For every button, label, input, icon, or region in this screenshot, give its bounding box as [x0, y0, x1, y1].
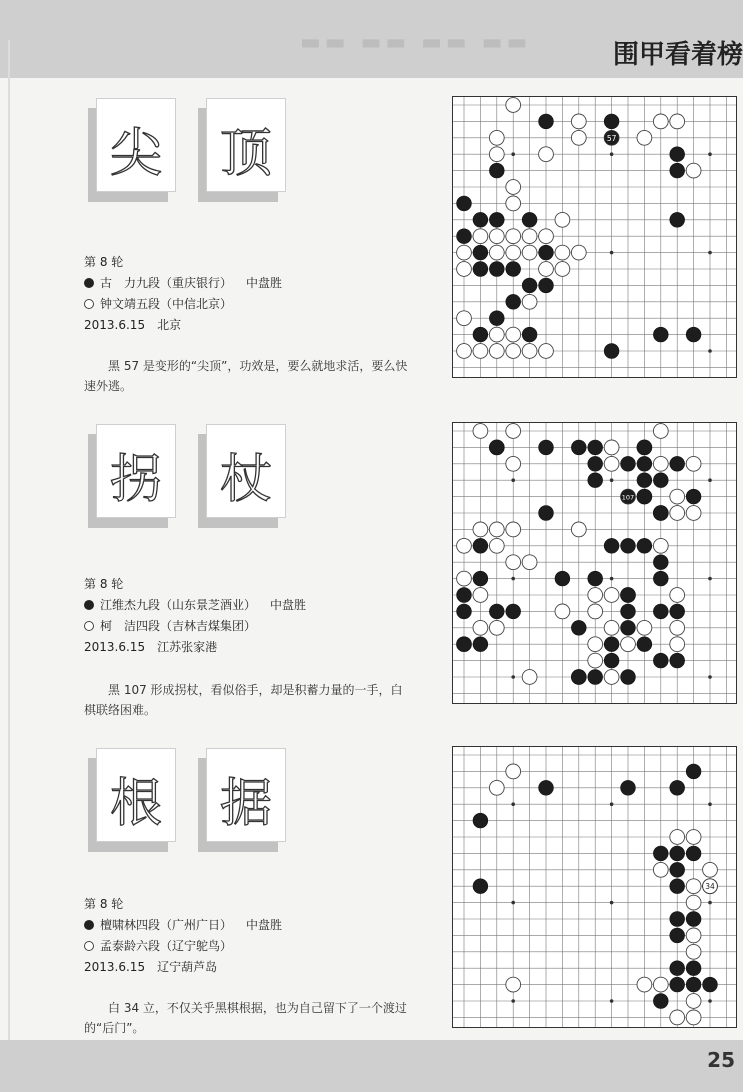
black-stone	[489, 440, 504, 455]
white-stone	[489, 245, 504, 260]
star-point	[708, 577, 712, 581]
white-stone	[506, 424, 521, 439]
white-stone	[539, 262, 554, 277]
black-player: 古 力九段（重庆银行）	[100, 276, 233, 290]
black-stone	[686, 977, 701, 992]
black-stone	[571, 670, 586, 685]
tile-char: 拐	[96, 424, 176, 518]
go-board-1	[452, 96, 737, 378]
black-stone	[653, 473, 668, 488]
black-result: 中盘胜	[246, 276, 283, 290]
black-stone	[588, 456, 603, 471]
white-stone	[506, 977, 521, 992]
black-stone	[604, 637, 619, 652]
star-point	[708, 675, 712, 679]
comment-1: 黑 57 是变形的“尖顶”，功效是，要么就地求活，要么快速外逃。	[84, 359, 408, 393]
black-stone	[457, 196, 472, 211]
black-stone	[621, 780, 636, 795]
white-stone	[604, 620, 619, 635]
black-stone	[686, 961, 701, 976]
white-stone-icon	[84, 299, 94, 309]
white-stone	[506, 229, 521, 244]
black-stone	[588, 473, 603, 488]
move-number-label: 57	[606, 133, 617, 143]
white-stone	[506, 555, 521, 570]
black-stone	[686, 764, 701, 779]
go-board-3	[452, 746, 737, 1028]
tile-char: 顶	[206, 98, 286, 192]
black-player-line	[84, 273, 282, 294]
black-stone	[637, 637, 652, 652]
black-stone	[604, 344, 619, 359]
round-label: 第 8 轮	[84, 577, 124, 591]
white-stone	[473, 344, 488, 359]
white-stone	[457, 245, 472, 260]
white-stone	[653, 114, 668, 129]
white-stone-icon	[84, 621, 94, 631]
black-stone	[539, 780, 554, 795]
white-stone	[686, 163, 701, 178]
white-stone	[539, 147, 554, 162]
tile-char: 根	[96, 748, 176, 842]
move-number-label: 107	[621, 493, 635, 502]
white-stone	[522, 344, 537, 359]
white-stone	[506, 522, 521, 537]
star-point	[708, 901, 712, 905]
move-number-label: 34	[705, 882, 715, 892]
white-stone-icon	[84, 941, 94, 951]
star-point	[708, 349, 712, 353]
white-stone	[489, 147, 504, 162]
white-stone	[506, 344, 521, 359]
black-stone	[473, 327, 488, 342]
white-stone	[686, 830, 701, 845]
white-stone	[539, 344, 554, 359]
white-stone	[555, 262, 570, 277]
white-stone	[686, 879, 701, 894]
date-place: 2013.6.15 北京	[84, 318, 182, 332]
star-point	[610, 802, 614, 806]
game-info-3	[84, 894, 282, 978]
star-point	[511, 152, 515, 156]
white-stone	[604, 588, 619, 603]
white-player-line	[84, 936, 282, 957]
game-info-1	[84, 252, 282, 336]
go-board-2	[452, 422, 737, 704]
white-stone	[489, 130, 504, 145]
black-stone	[489, 212, 504, 227]
date-place: 2013.6.15 辽宁葫芦岛	[84, 960, 218, 974]
star-point	[610, 901, 614, 905]
white-stone	[653, 424, 668, 439]
black-player: 江维杰九段（山东景芝酒业）	[100, 598, 257, 612]
round-label: 第 8 轮	[84, 255, 124, 269]
white-stone	[637, 620, 652, 635]
black-player-line	[84, 915, 282, 936]
white-player: 孟泰龄六段（辽宁鸵鸟）	[100, 939, 233, 953]
star-point	[708, 251, 712, 255]
black-stone	[653, 571, 668, 586]
black-stone	[686, 489, 701, 504]
black-stone	[670, 879, 685, 894]
comment-3: 白 34 立，不仅关乎黑棋根据，也为自己留下了一个渡过的“后门”。	[84, 1001, 407, 1035]
comment-2: 黑 107 形成拐杖，看似俗手，却是积蓄力量的一手，白棋联络困难。	[84, 683, 403, 717]
black-stone	[571, 440, 586, 455]
white-stone	[653, 862, 668, 877]
black-stone	[670, 456, 685, 471]
star-point	[610, 577, 614, 581]
white-stone	[457, 344, 472, 359]
star-point	[708, 999, 712, 1003]
black-stone	[506, 604, 521, 619]
star-point	[511, 999, 515, 1003]
black-stone	[686, 846, 701, 861]
white-stone	[457, 571, 472, 586]
black-stone	[539, 506, 554, 521]
white-player-line	[84, 616, 306, 637]
black-stone	[621, 670, 636, 685]
white-stone	[506, 764, 521, 779]
white-stone	[604, 440, 619, 455]
star-point	[708, 478, 712, 482]
black-stone	[670, 846, 685, 861]
black-stone	[621, 538, 636, 553]
black-stone	[670, 212, 685, 227]
star-point	[610, 152, 614, 156]
black-stone	[539, 114, 554, 129]
white-stone	[670, 114, 685, 129]
star-point	[610, 251, 614, 255]
star-point	[511, 577, 515, 581]
game-info-2	[84, 574, 306, 658]
black-stone	[489, 311, 504, 326]
white-stone	[637, 977, 652, 992]
white-stone	[670, 830, 685, 845]
black-stone	[686, 327, 701, 342]
black-stone	[604, 114, 619, 129]
white-stone	[473, 424, 488, 439]
star-point	[511, 675, 515, 679]
black-stone	[637, 456, 652, 471]
white-stone	[489, 327, 504, 342]
white-player: 柯 洁四段（吉林吉煤集团）	[100, 619, 257, 633]
black-stone	[489, 604, 504, 619]
white-stone	[473, 620, 488, 635]
black-stone	[653, 327, 668, 342]
white-player-line	[84, 294, 282, 315]
black-stone-icon	[84, 920, 94, 930]
black-player-line	[84, 595, 306, 616]
black-stone	[588, 670, 603, 685]
white-stone	[555, 245, 570, 260]
black-stone	[703, 977, 718, 992]
black-stone	[473, 245, 488, 260]
black-stone	[539, 245, 554, 260]
white-stone	[489, 780, 504, 795]
white-stone	[686, 1010, 701, 1025]
tile-char: 尖	[96, 98, 176, 192]
star-point	[511, 901, 515, 905]
star-point	[708, 802, 712, 806]
white-stone	[489, 538, 504, 553]
white-stone	[686, 895, 701, 910]
black-stone	[670, 147, 685, 162]
white-stone	[522, 245, 537, 260]
black-stone	[653, 994, 668, 1009]
black-stone	[670, 780, 685, 795]
black-stone	[621, 604, 636, 619]
page-title: 围甲看着榜	[612, 40, 743, 70]
white-stone	[588, 637, 603, 652]
white-stone	[506, 456, 521, 471]
white-stone	[506, 327, 521, 342]
white-stone	[588, 588, 603, 603]
black-stone	[489, 262, 504, 277]
black-stone	[670, 653, 685, 668]
black-stone	[506, 294, 521, 309]
black-stone	[473, 637, 488, 652]
white-stone	[621, 637, 636, 652]
black-stone	[670, 862, 685, 877]
white-stone	[489, 620, 504, 635]
white-stone	[571, 245, 586, 260]
white-stone	[670, 637, 685, 652]
black-stone	[473, 262, 488, 277]
white-stone	[670, 506, 685, 521]
black-stone	[522, 278, 537, 293]
white-stone	[522, 294, 537, 309]
black-stone	[604, 538, 619, 553]
white-stone	[539, 229, 554, 244]
white-stone	[670, 620, 685, 635]
white-stone	[473, 229, 488, 244]
white-stone	[653, 456, 668, 471]
black-stone	[489, 163, 504, 178]
black-stone	[473, 212, 488, 227]
black-stone-icon	[84, 600, 94, 610]
white-player: 钟文靖五段（中信北京）	[100, 297, 233, 311]
white-stone	[686, 456, 701, 471]
white-stone	[686, 506, 701, 521]
black-stone	[539, 278, 554, 293]
black-stone	[588, 571, 603, 586]
white-stone	[506, 196, 521, 211]
star-point	[610, 999, 614, 1003]
white-stone	[571, 130, 586, 145]
white-stone	[670, 588, 685, 603]
black-stone	[637, 473, 652, 488]
black-stone	[670, 163, 685, 178]
black-stone	[637, 538, 652, 553]
black-stone	[653, 506, 668, 521]
black-stone	[473, 813, 488, 828]
black-stone-icon	[84, 278, 94, 288]
star-point	[511, 802, 515, 806]
header-watermark: ▬▬ ▬▬ ▬▬ ▬▬	[300, 30, 532, 55]
white-stone	[522, 670, 537, 685]
black-stone	[686, 912, 701, 927]
white-stone	[703, 862, 718, 877]
white-stone	[457, 538, 472, 553]
black-stone	[670, 977, 685, 992]
white-stone	[506, 245, 521, 260]
white-stone	[473, 522, 488, 537]
star-point	[511, 478, 515, 482]
black-stone	[604, 653, 619, 668]
white-stone	[670, 489, 685, 504]
black-stone	[506, 262, 521, 277]
black-result: 中盘胜	[270, 598, 307, 612]
black-stone	[457, 637, 472, 652]
tile-char: 杖	[206, 424, 286, 518]
black-stone	[653, 846, 668, 861]
black-stone	[539, 440, 554, 455]
white-stone	[506, 180, 521, 195]
date-place: 2013.6.15 江苏张家港	[84, 640, 218, 654]
black-stone	[621, 456, 636, 471]
white-stone	[555, 212, 570, 227]
page-number: 25	[707, 1048, 735, 1072]
binding-edge	[8, 40, 10, 1040]
black-result: 中盘胜	[246, 918, 283, 932]
white-stone	[489, 344, 504, 359]
black-stone	[653, 653, 668, 668]
white-stone	[571, 522, 586, 537]
white-stone	[489, 522, 504, 537]
white-stone	[653, 977, 668, 992]
black-stone	[653, 604, 668, 619]
white-stone	[473, 588, 488, 603]
black-stone	[670, 912, 685, 927]
white-stone	[522, 555, 537, 570]
white-stone	[604, 456, 619, 471]
white-stone	[686, 928, 701, 943]
black-stone	[571, 620, 586, 635]
white-stone	[489, 229, 504, 244]
white-stone	[604, 670, 619, 685]
black-stone	[621, 620, 636, 635]
black-stone	[621, 588, 636, 603]
white-stone	[588, 604, 603, 619]
black-stone	[522, 327, 537, 342]
footer-band	[0, 1040, 743, 1092]
tile-char: 据	[206, 748, 286, 842]
black-stone	[473, 571, 488, 586]
white-stone	[637, 130, 652, 145]
white-stone	[457, 262, 472, 277]
black-stone	[522, 212, 537, 227]
black-stone	[670, 604, 685, 619]
white-stone	[457, 311, 472, 326]
black-stone	[457, 588, 472, 603]
white-stone	[670, 1010, 685, 1025]
black-stone	[637, 440, 652, 455]
white-stone	[653, 538, 668, 553]
black-stone	[670, 928, 685, 943]
round-label: 第 8 轮	[84, 897, 124, 911]
white-stone	[522, 229, 537, 244]
white-stone	[686, 994, 701, 1009]
black-stone	[457, 604, 472, 619]
black-stone	[588, 440, 603, 455]
black-stone	[637, 489, 652, 504]
white-stone	[588, 653, 603, 668]
white-stone	[506, 98, 521, 113]
star-point	[708, 152, 712, 156]
black-stone	[555, 571, 570, 586]
black-stone	[670, 961, 685, 976]
black-stone	[473, 538, 488, 553]
black-stone	[653, 555, 668, 570]
white-stone	[555, 604, 570, 619]
black-stone	[457, 229, 472, 244]
black-player: 檀啸林四段（广州广日）	[100, 918, 233, 932]
white-stone	[571, 114, 586, 129]
star-point	[610, 478, 614, 482]
white-stone	[686, 944, 701, 959]
black-stone	[473, 879, 488, 894]
